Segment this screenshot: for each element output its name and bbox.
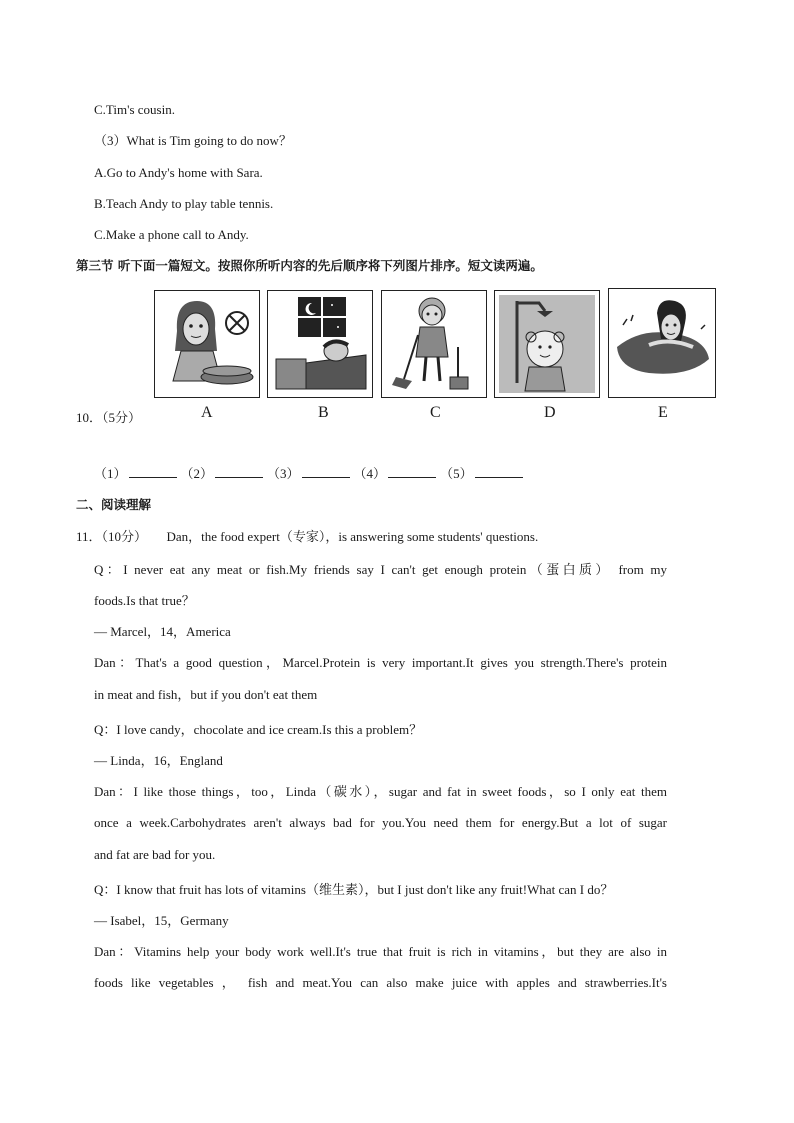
a2-line2: once a week.Carbohydrates aren't always bad for you.You need them for energy.But a lot of sugar — [94, 815, 667, 830]
picture-e-label: E — [658, 404, 668, 421]
a3-line1: Dan：Vitamins help your body work well.It's true that fruit is rich in vitamins，but they are also in — [94, 944, 667, 959]
answer-blank-3[interactable] — [302, 466, 350, 478]
question-11-intro: 11．（10分） Dan，the food expert（专家），is answering some students' questions. — [76, 529, 539, 544]
section3-heading: 第三节 听下面一篇短文。按照你所听内容的先后顺序将下列图片排序。短文读两遍。 — [76, 258, 543, 273]
picture-a-label: A — [201, 404, 213, 421]
girl-eating-no-symbol-icon — [155, 291, 259, 397]
q3-option-b: B.Teach Andy to play table tennis. — [94, 196, 274, 211]
q2-text: Q：I love candy，chocolate and ice cream.Is this a problem？ — [94, 722, 423, 737]
q3-option-a: A.Go to Andy's home with Sara. — [94, 165, 263, 180]
person-swimming-icon — [609, 289, 715, 397]
q1-line2: foods.Is that true？ — [94, 593, 195, 608]
answer-blank-1[interactable] — [129, 466, 177, 478]
a3-line2: foods like vegetables ， fish and meat.You can also make juice with apples and strawberries.It's — [94, 975, 667, 990]
answer-slot-label: （3） — [267, 466, 300, 481]
answer-slot-label: （1） — [94, 466, 127, 481]
picture-a — [154, 290, 260, 398]
question-10-number: 10．（5分） — [76, 410, 142, 425]
boy-sleeping-night-icon — [268, 291, 372, 397]
answer-blank-4[interactable] — [388, 466, 436, 478]
q3-option-c: C.Make a phone call to Andy. — [94, 227, 249, 242]
answer-slot-label: （2） — [180, 466, 214, 481]
girl-showering-icon — [495, 291, 599, 397]
q1-line1: Q：I never eat any meat or fish.My friends say I can't get enough protein（蛋白质） from my — [94, 562, 667, 577]
reading-heading: 二、阅读理解 — [76, 497, 152, 512]
picture-c — [381, 290, 487, 398]
picture-e — [608, 288, 716, 398]
picture-c-label: C — [430, 404, 441, 421]
a1-line1: Dan：That's a good question，Marcel.Protein is very important.It gives you strength.There's protein — [94, 655, 667, 670]
q2-signature: — Linda，16，England — [94, 753, 223, 768]
picture-b — [267, 290, 373, 398]
q3-stem: （3）What is Tim going to do now？ — [94, 133, 292, 148]
picture-b-label: B — [318, 404, 329, 421]
q3-signature: — Isabel，15，Germany — [94, 913, 229, 928]
q2-option-c: C.Tim's cousin. — [94, 102, 175, 117]
a2-line3: and fat are bad for you. — [94, 847, 216, 862]
q3-text: Q：I know that fruit has lots of vitamins（维生素），but I just don't like any fruit!What can I do？ — [94, 882, 614, 897]
answer-blank-2[interactable] — [215, 466, 263, 478]
picture-d-label: D — [544, 404, 556, 421]
picture-d — [494, 290, 600, 398]
a1-line2: in meat and fish，but if you don't eat them — [94, 687, 318, 702]
answer-slot-label: （5） — [440, 466, 473, 481]
answer-slot-label: （4） — [353, 466, 387, 481]
answer-row — [94, 466, 527, 482]
q1-signature: — Marcel，14，America — [94, 624, 231, 639]
a2-line1: Dan：I like those things，too，Linda（碳水），sugar and fat in sweet foods，so I only eat them — [94, 784, 667, 799]
answer-blank-5[interactable] — [475, 466, 523, 478]
girl-sweeping-icon — [382, 291, 486, 397]
